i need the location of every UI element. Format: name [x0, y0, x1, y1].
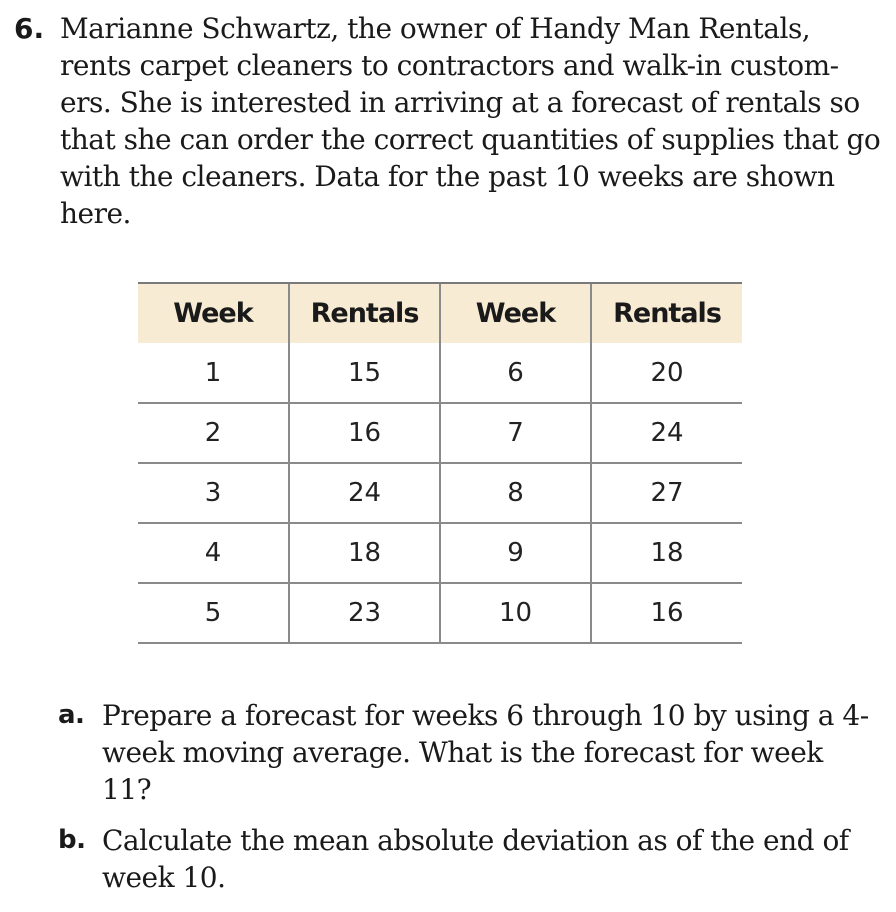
cell-week: 9	[440, 523, 591, 583]
cell-rentals: 20	[591, 343, 742, 403]
table-row	[138, 463, 742, 523]
part-a-text: Prepare a forecast for weeks 6 through 10 by using a 4-week moving average. What is the forecast for week 11?	[102, 699, 869, 806]
cell-rentals: 23	[289, 583, 440, 643]
cell-week: 8	[440, 463, 591, 523]
part-b-text: Calculate the mean absolute deviation as of the end of week 10.	[102, 824, 849, 894]
cell-rentals: 16	[289, 403, 440, 463]
header-week-1: Week	[138, 283, 289, 343]
cell-week: 7	[440, 403, 591, 463]
header-rentals-1: Rentals	[289, 283, 440, 343]
cell-week: 6	[440, 343, 591, 403]
header-rentals-2: Rentals	[591, 283, 742, 343]
cell-week: 5	[138, 583, 289, 643]
part-a	[58, 697, 878, 808]
table-header-row	[138, 283, 742, 343]
problem-number: 6.	[14, 12, 45, 45]
part-b	[58, 822, 878, 896]
cell-week: 1	[138, 343, 289, 403]
table-row	[138, 343, 742, 403]
cell-rentals: 27	[591, 463, 742, 523]
table-row	[138, 523, 742, 583]
rentals-table	[138, 282, 742, 644]
cell-rentals: 18	[591, 523, 742, 583]
cell-rentals: 15	[289, 343, 440, 403]
table-row	[138, 403, 742, 463]
cell-rentals: 18	[289, 523, 440, 583]
cell-rentals: 24	[289, 463, 440, 523]
question-parts	[58, 697, 878, 896]
table-row	[138, 583, 742, 643]
cell-rentals: 24	[591, 403, 742, 463]
problem-text: Marianne Schwartz, the owner of Handy Man Rentals, rents carpet cleaners to contractors and walk-in custom-ers. She is interested in arriving at a forecast of rentals so that she can order the correct quantities of supplies that go with the cleaners. Data for the past 10 weeks are shown here.	[60, 12, 881, 230]
cell-week: 4	[138, 523, 289, 583]
part-b-label: b.	[58, 825, 86, 855]
cell-week: 2	[138, 403, 289, 463]
cell-rentals: 16	[591, 583, 742, 643]
header-week-2: Week	[440, 283, 591, 343]
part-a-label: a.	[58, 700, 85, 730]
cell-week: 3	[138, 463, 289, 523]
cell-week: 10	[440, 583, 591, 643]
